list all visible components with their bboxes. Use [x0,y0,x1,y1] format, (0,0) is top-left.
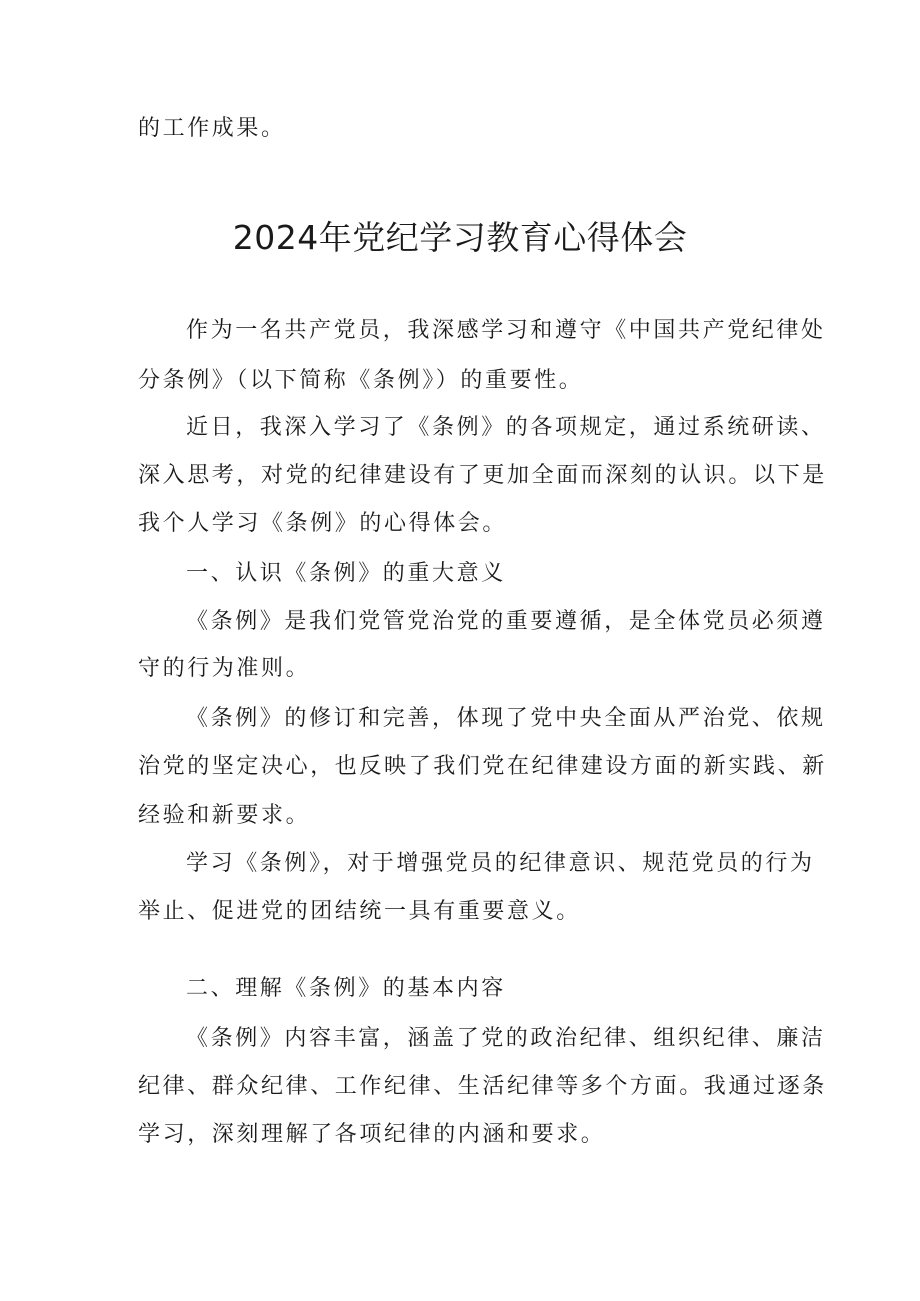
paragraph-line: 纪律、群众纪律、工作纪律、生活纪律等多个方面。我通过逐条 [138,1074,827,1099]
paragraph-line: 分条例》（以下简称《条例》）的重要性。 [138,368,584,393]
section-heading-1: 一、认识《条例》的重大意义 [186,561,506,586]
paragraph-line: 近日，我深入学习了《条例》的各项规定，通过系统研读、 [186,415,826,440]
carryover-text: 的工作成果。 [138,116,286,141]
paragraph-line: 我个人学习《条例》的心得体会。 [138,511,508,536]
paragraph-line: 学习《条例》，对于增强党员的纪律意识、规范党员的行为 [186,851,815,876]
paragraph-line: 举止、促进党的团结统一具有重要意义。 [138,899,581,924]
paragraph-line: 经验和新要求。 [138,803,311,828]
paragraph-line: 《条例》的修订和完善，体现了党中央全面从严治党、依规 [186,706,826,731]
paragraph-line: 《条例》是我们党管党治党的重要遵循，是全体党员必须遵 [186,609,826,634]
paragraph-line: 深入思考，对党的纪律建设有了更加全面而深刻的认识。以下是 [138,463,827,488]
paragraph-line: 《条例》内容丰富，涵盖了党的政治纪律、组织纪律、廉洁 [186,1026,826,1051]
paragraph-line: 学习，深刻理解了各项纪律的内涵和要求。 [138,1122,606,1147]
page-title: 2024年党纪学习教育心得体会 [232,218,688,257]
section-heading-2: 二、理解《条例》的基本内容 [186,976,506,1001]
paragraph-line: 治党的坚定决心，也反映了我们党在纪律建设方面的新实践、新 [138,754,827,779]
paragraph-line: 守的行为准则。 [138,656,311,681]
paragraph-line: 作为一名共产党员，我深感学习和遵守《中国共产党纪律处 [186,318,826,343]
